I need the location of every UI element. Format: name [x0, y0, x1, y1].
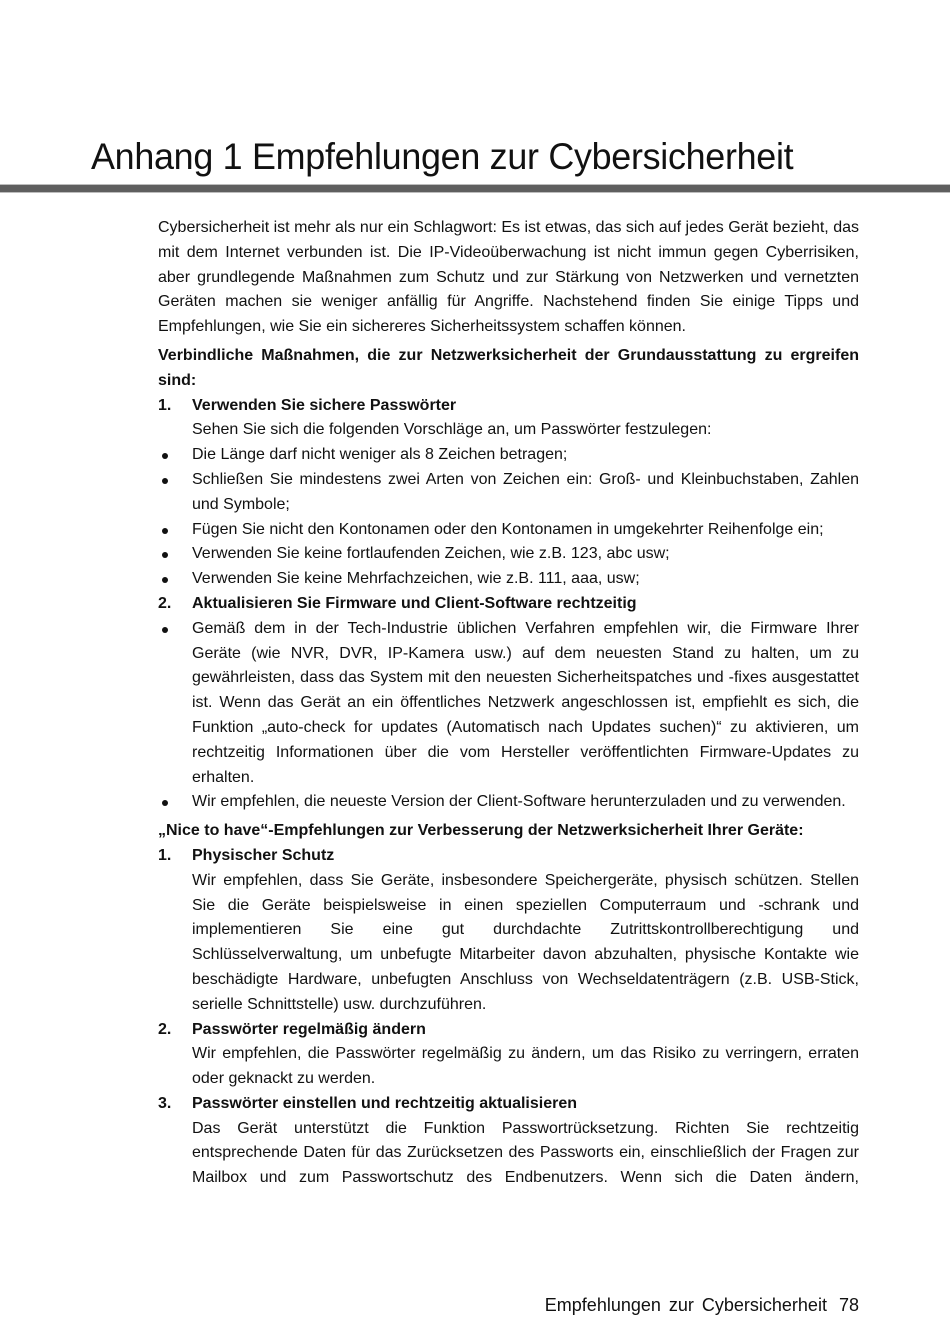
- list-item-text: Wir empfehlen, die neueste Version der Client-Software herunterzuladen und zu verwenden.: [192, 793, 846, 811]
- list-item: [158, 567, 859, 592]
- list-item: [158, 617, 859, 791]
- list-item: [158, 468, 859, 518]
- bullet-icon: [162, 552, 168, 558]
- mandatory-item-2: [158, 592, 859, 617]
- list-item-text: Schließen Sie mindestens zwei Arten von Zeichen ein: Groß- und Kleinbuchstaben, Zahlen und Symbole;: [192, 470, 859, 513]
- footer-section-title: Empfehlungen zur Cybersicherheit: [544, 1295, 827, 1315]
- bullet-icon: [162, 453, 168, 459]
- page-title: Anhang 1 Empfehlungen zur Cybersicherheit: [91, 136, 794, 177]
- mandatory-heading: Verbindliche Maßnahmen, die zur Netzwerksicherheit der Grundausstattung zu ergreifen sind:: [158, 346, 859, 389]
- nice-item-2: [158, 1018, 859, 1092]
- item-number: 1.: [158, 846, 172, 864]
- bullet-icon: [162, 577, 168, 583]
- list-item-text: Verwenden Sie keine Mehrfachzeichen, wie z.B. 111, aaa, usw;: [192, 570, 640, 588]
- item-title: Passwörter einstellen und rechtzeitig aktualisieren: [192, 1094, 578, 1112]
- list-item: [158, 443, 859, 468]
- list-item: [158, 518, 859, 543]
- item-text: Wir empfehlen, die Passwörter regelmäßig zu ändern, um das Risiko zu verringern, erraten oder geknackt zu werden.: [192, 1045, 859, 1088]
- page-number: 78: [838, 1295, 859, 1315]
- intro-paragraph: Cybersicherheit ist mehr als nur ein Schlagwort: Es ist etwas, das sich auf jedes Gerät bezieht, das mit dem Internet verbunden ist. Die IP-Videoüberwachung ist nicht immun gegen Cyberrisiken, aber grundlegende Maßnahmen zum Schutz und zur Stärkung von Netzwerken und vernetzten Geräten machen sie weniger anfällig für Angriffe. Nachstehend finden Sie einige Tipps und Empfehlungen, wie Sie ein sichereres Sicherheitssystem schaffen können.: [158, 219, 859, 336]
- list-item-text: Fügen Sie nicht den Kontonamen oder den Kontonamen in umgekehrter Reihenfolge ein;: [192, 520, 824, 538]
- item-number: 3.: [158, 1094, 172, 1112]
- list-item-text: Gemäß dem in der Tech-Industrie üblichen Verfahren empfehlen wir, die Firmware Ihrer Geräte (wie NVR, DVR, IP-Kamera usw.) auf dem neuesten Stand zu halten, um zu gewährleisten, dass das System mit den neuesten Sicherheitspatches und -fixes ausgestattet ist. Wenn das Gerät an ein öffentliches Netzwerk angeschlossen ist, empfiehlt es sich, die Funktion „auto-check for updates (Automatisch nach Updates suchen)“ zu aktivieren, um rechtzeitig Informationen über die vom Hersteller veröffentlichten Firmware-Updates zu erhalten.: [192, 619, 859, 786]
- item-number: 2.: [158, 1020, 172, 1038]
- list-item: [158, 790, 859, 815]
- update-recommendations-list: [158, 617, 859, 815]
- page-content: [158, 216, 859, 1191]
- item-text: Wir empfehlen, dass Sie Geräte, insbesondere Speichergeräte, physisch schützen. Stellen Sie die Geräte beispielsweise in einen speziellen Computerraum und -schrank und implementieren Sie eine gut durchdachte Zutrittskontrollberechtigung und Schlüsselverwaltung, um unbefugte Mitarbeiter davon abzuhalten, physische Kontakte wie beschädigte Hardware, unbefugten Anschluss von Wechseldatenträgern (z.B. USB-Stick, serielle Schnittstelle) usw. durchzuführen.: [192, 871, 859, 1013]
- page-footer: [545, 1295, 859, 1316]
- nice-to-have-heading: „Nice to have“-Empfehlungen zur Verbesserung der Netzwerksicherheit Ihrer Geräte:: [158, 822, 804, 840]
- bullet-icon: [162, 528, 168, 534]
- item-number: 2.: [158, 594, 172, 612]
- item-title: Passwörter regelmäßig ändern: [192, 1020, 426, 1038]
- nice-item-1: [158, 844, 859, 1018]
- bullet-icon: [162, 478, 168, 484]
- mandatory-item-1: [158, 394, 859, 444]
- item-text: Sehen Sie sich die folgenden Vorschläge an, um Passwörter festzulegen:: [192, 421, 712, 439]
- item-text: Das Gerät unterstützt die Funktion Passwortrücksetzung. Richten Sie rechtzeitig entsprechende Daten für das Zurücksetzen des Passworts ein, einschließlich der Fragen zur Mailbox und zum Passwortschutz des Endbenutzers. Wenn sich die Daten ändern,: [192, 1119, 859, 1187]
- bullet-icon: [162, 627, 168, 633]
- item-number: 1.: [158, 396, 172, 414]
- list-item-text: Verwenden Sie keine fortlaufenden Zeichen, wie z.B. 123, abc usw;: [192, 545, 670, 563]
- item-title: Physischer Schutz: [192, 846, 335, 864]
- password-rules-list: [158, 443, 859, 592]
- bullet-icon: [162, 800, 168, 806]
- item-title: Aktualisieren Sie Firmware und Client-Software rechtzeitig: [192, 594, 637, 612]
- list-item-text: Die Länge darf nicht weniger als 8 Zeichen betragen;: [192, 446, 568, 464]
- item-title: Verwenden Sie sichere Passwörter: [192, 396, 457, 414]
- title-divider: [0, 184, 950, 193]
- nice-item-3: [158, 1092, 859, 1191]
- list-item: [158, 542, 859, 567]
